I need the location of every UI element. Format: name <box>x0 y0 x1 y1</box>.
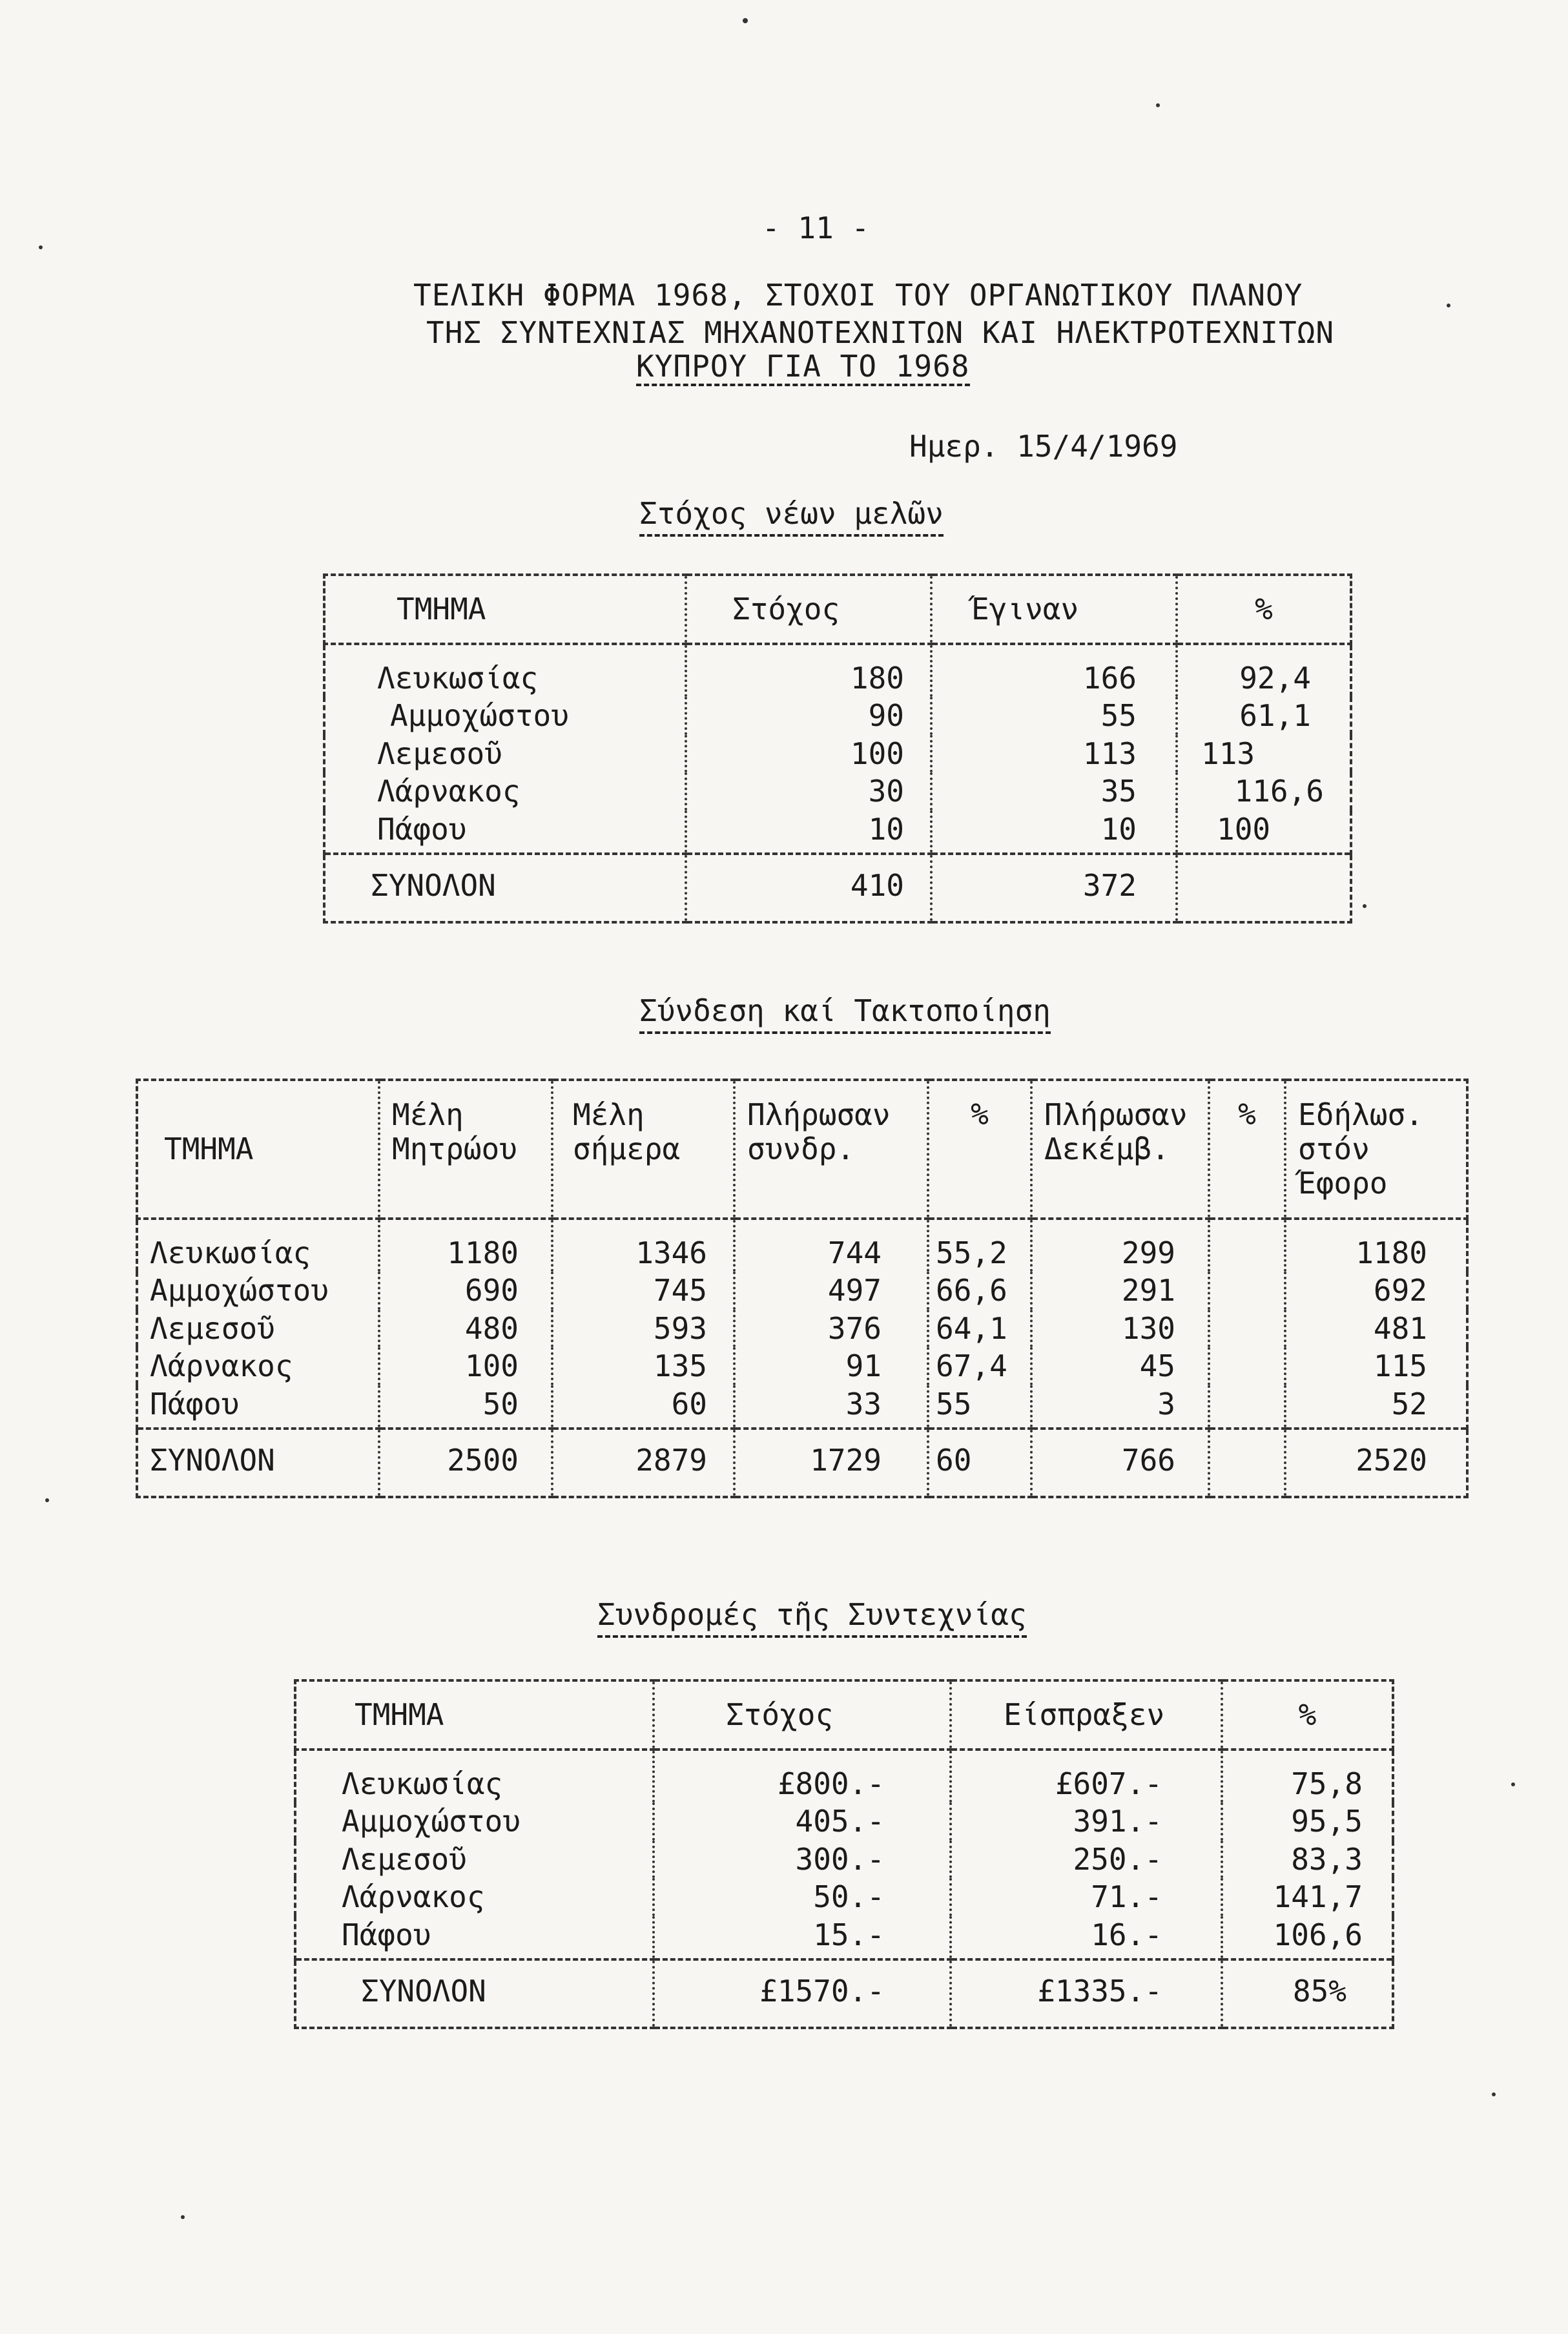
section2-cell-percent-1: 55,2 <box>928 1219 1031 1272</box>
section1-cell-target: 10 <box>686 811 931 854</box>
section1-cell-target: 90 <box>686 697 931 735</box>
table-row <box>295 1916 1393 1959</box>
scan-speck <box>743 18 748 23</box>
section2-cell-percent-2 <box>1209 1347 1285 1385</box>
section2-cell-percent-2 <box>1209 1219 1285 1272</box>
section2-heading: Σύνδεση καί Τακτοποίηση <box>639 995 1051 1034</box>
section3-cell-collected: 71.- <box>951 1878 1222 1916</box>
section3-table <box>294 1679 1394 2029</box>
section1-cell-percent: 100 <box>1177 811 1351 854</box>
section2-cell-paid: 744 <box>734 1219 928 1272</box>
table-row <box>295 1878 1393 1916</box>
section2-cell-percent-2 <box>1209 1385 1285 1429</box>
section3-cell-percent: 75,8 <box>1222 1750 1393 1803</box>
section2-cell-current: 1346 <box>552 1219 734 1272</box>
section2-header-percent-1: % <box>928 1080 1031 1219</box>
section2-header-current-members: Μέλη σήμερα <box>552 1080 734 1219</box>
section1-cell-department: Λεμεσοῦ <box>324 735 686 773</box>
section3-cell-percent: 141,7 <box>1222 1878 1393 1916</box>
section2-cell-paid-dec: 299 <box>1031 1219 1209 1272</box>
section1-cell-achieved: 166 <box>931 644 1177 697</box>
section1-cell-achieved: 35 <box>931 772 1177 811</box>
section2-cell-current: 745 <box>552 1272 734 1310</box>
section3-total-percent: 85% <box>1222 1959 1393 2029</box>
section2-cell-department: Πάφου <box>137 1385 379 1429</box>
section1-cell-achieved: 113 <box>931 735 1177 773</box>
section2-header-paid-december: Πλήρωσαν Δεκέμβ. <box>1031 1080 1209 1219</box>
scan-speck <box>1511 1782 1515 1786</box>
section2-cell-percent-2 <box>1209 1272 1285 1310</box>
section2-header-percent-2: % <box>1209 1080 1285 1219</box>
section1-cell-percent: 61,1 <box>1177 697 1351 735</box>
section2-total-percent-1: 60 <box>928 1429 1031 1498</box>
document-date: Ημερ. 15/4/1969 <box>909 429 1178 464</box>
section2-cell-department: Αμμοχώστου <box>137 1272 379 1310</box>
section1-cell-target: 100 <box>686 735 931 773</box>
table-row <box>137 1310 1467 1348</box>
section1-table <box>323 573 1352 924</box>
section3-cell-target: £800.- <box>654 1750 951 1803</box>
section1-total-percent <box>1177 854 1351 923</box>
section2-cell-declared: 115 <box>1285 1347 1467 1385</box>
section2-cell-department: Λεμεσοῦ <box>137 1310 379 1348</box>
section3-cell-department: Λεμεσοῦ <box>295 1841 654 1879</box>
section3-header-collected: Είσπραξεν <box>951 1680 1222 1750</box>
section1-cell-achieved: 55 <box>931 697 1177 735</box>
section1-cell-percent: 92,4 <box>1177 644 1351 697</box>
section1-header-achieved: Έγιναν <box>931 575 1177 644</box>
section1-cell-department: Λευκωσίας <box>324 644 686 697</box>
table-row <box>295 1802 1393 1841</box>
section2-cell-percent-1: 64,1 <box>928 1310 1031 1348</box>
section2-total-label: ΣΥΝΟΛΟΝ <box>137 1429 379 1498</box>
section2-total-percent-2 <box>1209 1429 1285 1498</box>
section2-cell-percent-1: 55 <box>928 1385 1031 1429</box>
document-title-line-2: ΤΗΣ ΣΥΝΤΕΧΝΙΑΣ ΜΗΧΑΝΟΤΕΧΝΙΤΩΝ ΚΑΙ ΗΛΕΚΤΡΟΤΕΧΝΙΤΩΝ <box>426 315 1335 350</box>
section3-cell-target: 300.- <box>654 1841 951 1879</box>
section1-header-department: ΤΜΗΜΑ <box>324 575 686 644</box>
section2-header-department: ΤΜΗΜΑ <box>137 1080 379 1219</box>
section3-header-percent: % <box>1222 1680 1393 1750</box>
section3-header-row <box>295 1680 1393 1750</box>
section2-header-row <box>137 1080 1467 1219</box>
section2-total-registered: 2500 <box>379 1429 552 1498</box>
table-row <box>324 697 1351 735</box>
table-total-row <box>324 854 1351 923</box>
section3-cell-department: Λάρνακος <box>295 1878 654 1916</box>
scan-speck <box>39 245 43 249</box>
section2-cell-paid-dec: 3 <box>1031 1385 1209 1429</box>
section2-cell-declared: 52 <box>1285 1385 1467 1429</box>
section2-cell-percent-2 <box>1209 1310 1285 1348</box>
section2-cell-paid-dec: 130 <box>1031 1310 1209 1348</box>
scan-speck <box>1363 904 1367 908</box>
scan-speck <box>45 1498 49 1502</box>
section2-cell-declared: 1180 <box>1285 1219 1467 1272</box>
section3-total-target: £1570.- <box>654 1959 951 2029</box>
section3-cell-percent: 95,5 <box>1222 1802 1393 1841</box>
section3-cell-department: Πάφου <box>295 1916 654 1959</box>
table-row <box>324 772 1351 811</box>
table-row <box>295 1841 1393 1879</box>
section2-cell-declared: 481 <box>1285 1310 1467 1348</box>
table-total-row <box>137 1429 1467 1498</box>
section3-header-department: ΤΜΗΜΑ <box>295 1680 654 1750</box>
table-row <box>324 644 1351 697</box>
section2-total-current: 2879 <box>552 1429 734 1498</box>
section3-cell-collected: £607.- <box>951 1750 1222 1803</box>
scan-speck <box>1447 304 1450 307</box>
section2-total-paid: 1729 <box>734 1429 928 1498</box>
section3-heading: Συνδρομές τῆς Συντεχνίας <box>597 1598 1027 1638</box>
section1-cell-target: 180 <box>686 644 931 697</box>
section1-cell-achieved: 10 <box>931 811 1177 854</box>
section2-header-registered-members: Μέλη Μητρώου <box>379 1080 552 1219</box>
section3-cell-collected: 250.- <box>951 1841 1222 1879</box>
section2-cell-registered: 690 <box>379 1272 552 1310</box>
section3-cell-percent: 106,6 <box>1222 1916 1393 1959</box>
section2-cell-registered: 480 <box>379 1310 552 1348</box>
section3-cell-department: Αμμοχώστου <box>295 1802 654 1841</box>
table-row <box>137 1219 1467 1272</box>
section2-cell-current: 135 <box>552 1347 734 1385</box>
section2-header-declared-to-tax: Εδήλωσ. στόν Έφορο <box>1285 1080 1467 1219</box>
section1-cell-department: Λάρνακος <box>324 772 686 811</box>
section2-table <box>136 1079 1469 1498</box>
section2-total-paid-dec: 766 <box>1031 1429 1209 1498</box>
section2-cell-registered: 100 <box>379 1347 552 1385</box>
section3-total-collected: £1335.- <box>951 1959 1222 2029</box>
section1-total-achieved: 372 <box>931 854 1177 923</box>
section3-cell-target: 50.- <box>654 1878 951 1916</box>
section3-header-target: Στόχος <box>654 1680 951 1750</box>
section2-cell-department: Λευκωσίας <box>137 1219 379 1272</box>
section3-cell-collected: 391.- <box>951 1802 1222 1841</box>
table-row <box>295 1750 1393 1803</box>
section3-cell-target: 405.- <box>654 1802 951 1841</box>
section2-header-paid-subscription: Πλήρωσαν συνδρ. <box>734 1080 928 1219</box>
table-row <box>137 1272 1467 1310</box>
section2-cell-registered: 1180 <box>379 1219 552 1272</box>
document-title-line-3 <box>636 350 970 383</box>
page-number: - 11 - <box>762 211 870 245</box>
section2-cell-department: Λάρνακος <box>137 1347 379 1385</box>
scan-speck <box>181 2215 185 2219</box>
table-row <box>137 1385 1467 1429</box>
section3-cell-department: Λευκωσίας <box>295 1750 654 1803</box>
section1-header-target: Στόχος <box>686 575 931 644</box>
document-title-line-3-text: ΚΥΠΡΟΥ ΓΙΑ ΤΟ 1968 <box>636 349 970 386</box>
table-row <box>324 811 1351 854</box>
section1-cell-percent: 113 <box>1177 735 1351 773</box>
table-row <box>137 1347 1467 1385</box>
section2-cell-paid: 91 <box>734 1347 928 1385</box>
section3-cell-target: 15.- <box>654 1916 951 1959</box>
scan-speck <box>1492 2092 1496 2096</box>
section1-header-percent: % <box>1177 575 1351 644</box>
section1-total-target: 410 <box>686 854 931 923</box>
section3-cell-collected: 16.- <box>951 1916 1222 1959</box>
table-row <box>324 735 1351 773</box>
section2-cell-current: 60 <box>552 1385 734 1429</box>
section2-cell-paid: 33 <box>734 1385 928 1429</box>
section1-cell-target: 30 <box>686 772 931 811</box>
section1-cell-department: Αμμοχώστου <box>324 697 686 735</box>
section1-cell-department: Πάφου <box>324 811 686 854</box>
section1-heading: Στόχος νέων μελῶν <box>639 497 944 537</box>
section2-cell-declared: 692 <box>1285 1272 1467 1310</box>
section1-header-row <box>324 575 1351 644</box>
section3-cell-percent: 83,3 <box>1222 1841 1393 1879</box>
section2-cell-paid-dec: 291 <box>1031 1272 1209 1310</box>
section2-cell-percent-1: 66,6 <box>928 1272 1031 1310</box>
section1-total-label: ΣΥΝΟΛΟΝ <box>324 854 686 923</box>
scan-speck <box>1156 103 1160 107</box>
section3-total-label: ΣΥΝΟΛΟΝ <box>295 1959 654 2029</box>
document-title-line-1: ΤΕΛΙΚΗ ΦΟΡΜΑ 1968, ΣΤΟΧΟΙ ΤΟΥ ΟΡΓΑΝΩΤΙΚΟΥ ΠΛΑΝΟΥ <box>413 278 1303 313</box>
section2-cell-current: 593 <box>552 1310 734 1348</box>
section2-cell-percent-1: 67,4 <box>928 1347 1031 1385</box>
section2-cell-registered: 50 <box>379 1385 552 1429</box>
section2-cell-paid: 376 <box>734 1310 928 1348</box>
table-total-row <box>295 1959 1393 2029</box>
section1-cell-percent: 116,6 <box>1177 772 1351 811</box>
section2-cell-paid-dec: 45 <box>1031 1347 1209 1385</box>
section2-total-declared: 2520 <box>1285 1429 1467 1498</box>
section2-cell-paid: 497 <box>734 1272 928 1310</box>
